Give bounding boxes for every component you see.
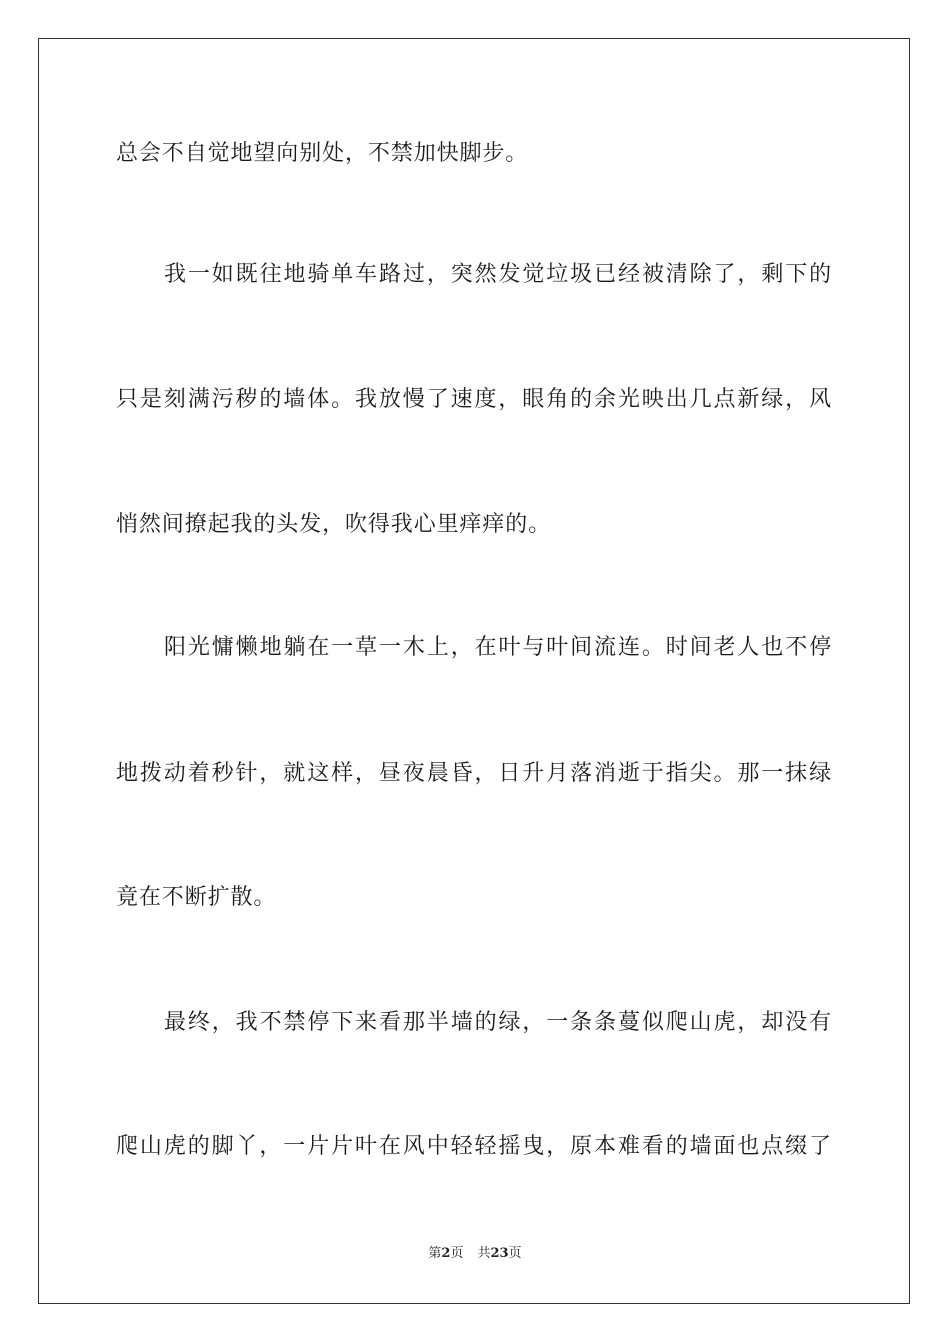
page-border: [38, 38, 910, 1304]
page-number: 2: [441, 1246, 451, 1261]
text-line: 爬山虎的脚丫，一片片叶在风中轻轻摇曳，原本难看的墙面也点缀了: [116, 1134, 832, 1159]
text-line: 悄然间撩起我的头发，吹得我心里痒痒的。: [116, 512, 552, 537]
paragraph-first-line: 阳光慵懒地躺在一草一木上，在叶与叶间流连。时间老人也不停: [164, 635, 832, 660]
text-line: 地拨动着秒针，就这样，昼夜晨昏，日升月落消逝于指尖。那一抹绿: [116, 761, 832, 786]
text-line: 竟在不断扩散。: [116, 885, 277, 910]
text-line: 只是刻满污秽的墙体。我放慢了速度，眼角的余光映出几点新绿，风: [116, 387, 832, 412]
total-pages: 23: [490, 1246, 509, 1261]
page-prefix: 第: [428, 1246, 442, 1261]
page-suffix: 页: [450, 1246, 464, 1261]
paragraph-first-line: 我一如既往地骑单车路过，突然发觉垃圾已经被清除了，剩下的: [164, 262, 832, 287]
paragraph-first-line: 最终，我不禁停下来看那半墙的绿，一条条蔓似爬山虎，却没有: [164, 1010, 832, 1035]
total-prefix: 共: [477, 1246, 491, 1261]
page-footer: [0, 1245, 950, 1263]
text-line: 总会不自觉地望向别处，不禁加快脚步。: [116, 141, 529, 166]
total-suffix: 页: [508, 1246, 522, 1261]
